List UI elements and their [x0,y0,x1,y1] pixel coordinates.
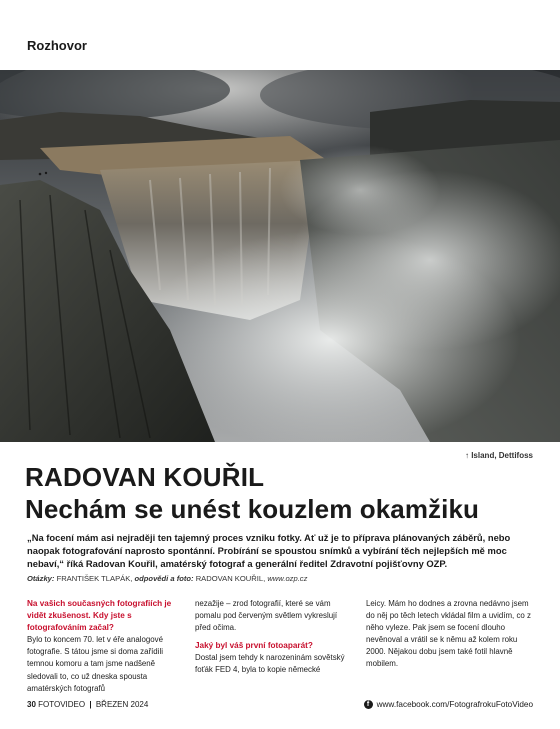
page-footer-issue [27,700,148,709]
facebook-icon: f [364,700,373,709]
credits-answers-name: RADOVAN KOUŘIL, [195,574,266,583]
credits-questions-name: FRANTIŠEK TLAPÁK, [56,574,133,583]
article-lead: „Na focení mám asi nejraději ten tajemný proces vzniku fotky. Ať už je to příprava plánovaných záběrů, nebo naopak fotografování naprosto spontánní. Probírání se spoustou snímků a vybírání těch nejlepších mě moc nebaví,“ říká Radovan Kouřil, amatérský fotograf a generální ředitel Zdravotní pojišťovny OZP. [27,532,511,569]
answer-text: Bylo to koncem 70. let v éře analogové fotografie. S tátou jsme si doma zařídili temnou komoru a tam jsme nadšeně sledovali to, co už dneska spousta amatérských fotografů [27,635,163,693]
question-first-camera: Jaký byl váš první fotoaparát? [195,641,313,651]
credits-questions-label: Otázky: [27,574,55,583]
interviewee-name: RADOVAN KOUŘIL [25,462,265,492]
body-column-3 [366,598,536,671]
photo-caption: ↑ Island, Dettifoss [464,451,533,460]
page-footer-social [364,700,533,709]
facebook-link[interactable]: www.facebook.com/FotografrokuFotoVideo [376,700,533,709]
page-number: 30 [27,700,36,709]
article-credits [27,574,537,583]
answer-text: Leicy. Mám ho dodnes a zrovna nedávno jsem do něj po těch letech vkládal film a uvidím, co z něho vyleze. Pak jsem se focení dlouho nevěnoval a vrátil se k němu až kolem roku 2000. Nějakou dobu jsem také fotil hlavně mobilem. [366,599,531,669]
answer-text: Dostal jsem tehdy k narozeninám sovětský foťák FED 4, byla to kopie německé [195,653,345,675]
issue-date: BŘEZEN 2024 [95,700,149,709]
question-first-experience: Na vašich současných fotografiích je vidět zkušenost. Kdy jste s fotografováním začal? [27,599,172,633]
answer-text: nezažije – zrod fotografií, které se vám pomalu pod červeným světlem vykreslují před očima. [195,599,338,633]
credits-site-link[interactable]: www.ozp.cz [267,574,308,583]
footer-separator: | [89,700,92,709]
magazine-name: FOTOVIDEO [38,700,86,709]
body-column-1 [27,598,185,695]
credits-answers-label: odpovědi a foto: [134,574,194,583]
section-label: Rozhovor [27,38,87,53]
article-title: Nechám se unést kouzlem okamžiku [25,494,480,524]
hero-photo-waterfall [0,70,560,442]
body-column-2 [195,598,355,677]
